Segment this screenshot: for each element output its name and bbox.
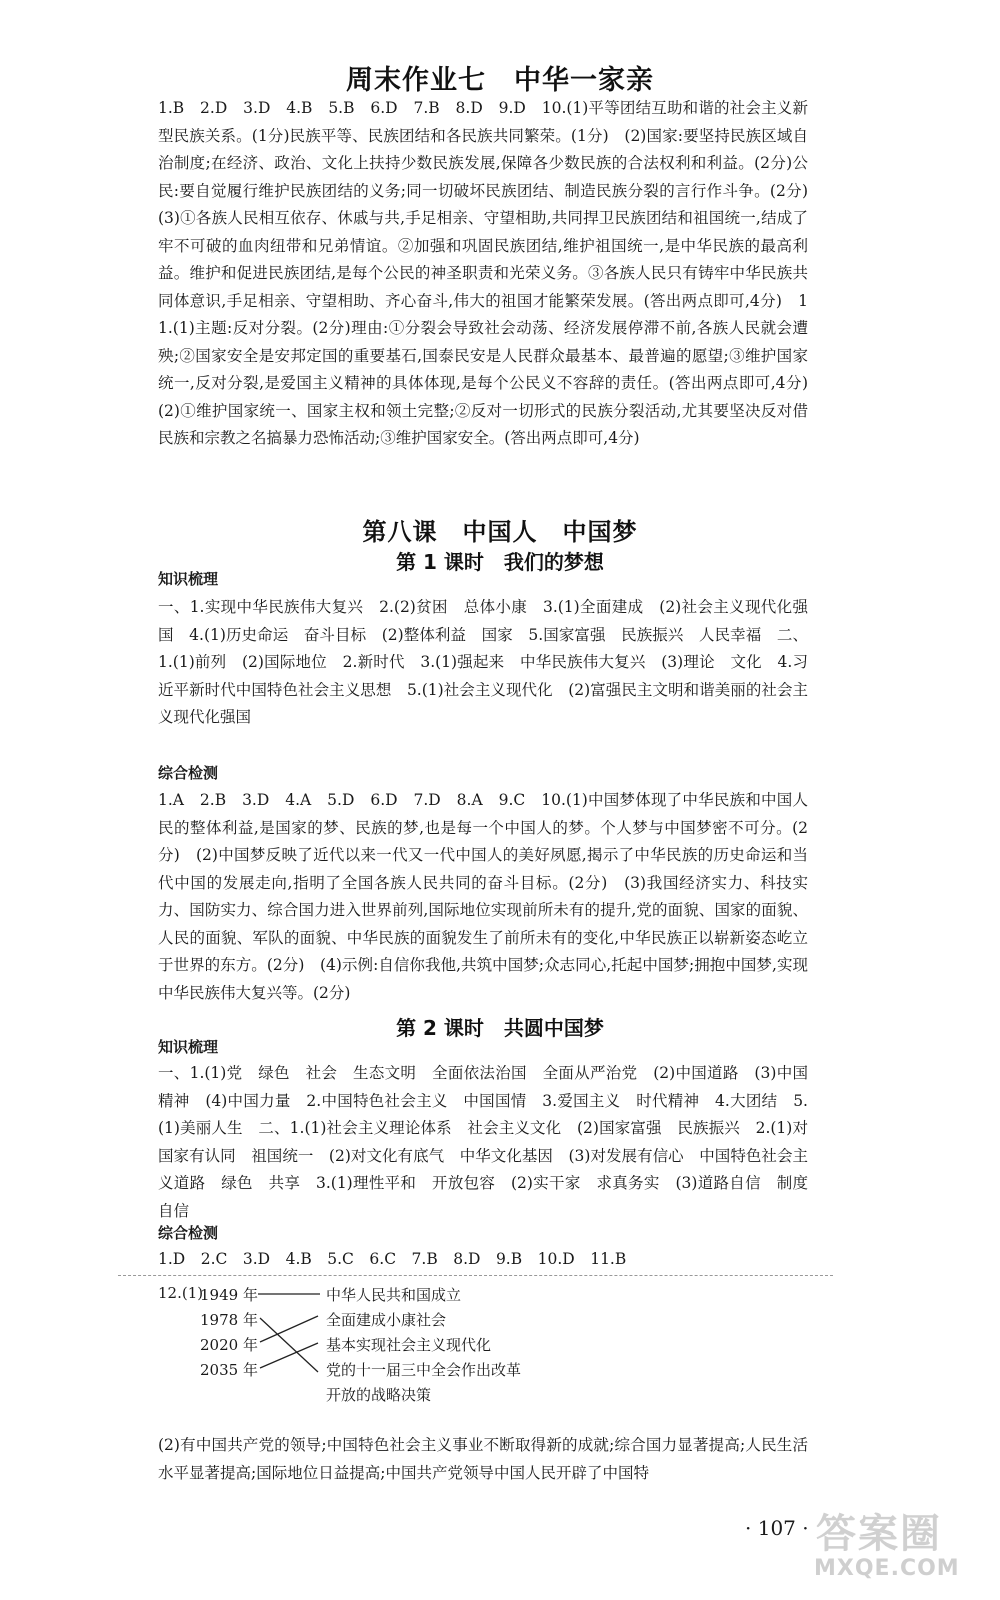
event-1: 中华人民共和国成立 (326, 1286, 462, 1304)
event-2: 全面建成小康社会 (326, 1311, 447, 1329)
year-1949: 1949 年 (200, 1286, 258, 1304)
event-4-cont: 开放的战略决策 (326, 1386, 432, 1404)
knowledge-review-heading: 知识梳理 (158, 570, 219, 588)
matching-diagram (158, 1280, 658, 1420)
comprehensive-test-1: 1.A 2.B 3.D 4.A 5.D 6.D 7.D 8.A 9.C 10.(1)中国梦体现了中华民族和中国人民的整体利益,是国家的梦、民族的梦,也是每一个中国人的梦。个人梦与中国梦密不可分。(2分) (2)中国梦反映了近代以来一代又一代中国人的美好夙愿,揭示了中华民族的历史命运和当代中国的发展走向,指明了全国各族人民共同的奋斗目标。(2分) (3)我国经济实力、科技实力、国防实力、综合国力进入世界前列,国际地位实现前所未有的提升,党的面貌、国家的面貌、人民的面貌、军队的面貌、中华民族的面貌发生了前所未有的变化,中华民族正以崭新姿态屹立于世界的东方。(2分) (4)示例:自信你我他,共筑中国梦;众志同心,托起中国梦;拥抱中国梦,实现中华民族伟大复兴等。(2分) (158, 791, 808, 1002)
match-prefix: 12.(1) (158, 1284, 204, 1302)
event-4: 党的十一届三中全会作出改革 (326, 1361, 522, 1379)
year-2020: 2020 年 (200, 1336, 258, 1354)
year-2035: 2035 年 (200, 1361, 258, 1379)
year-1978: 1978 年 (200, 1311, 258, 1329)
knowledge-review-1: 一、1.实现中华民族伟大复兴 2.(2)贫困 总体小康 3.(1)全面建成 (2)社会主义现代化强国 4.(1)历史命运 奋斗目标 (2)整体利益 国家 5.国家富强 民族振兴 人民幸福 二、1.(1)前列 (2)国际地位 2.新时代 3.(1)强起来 中华民族伟大复兴 (3)理论 文化 4.习近平新时代中国特色社会主义思想 5.(1)社会主义现代化 (2)富强民主文明和谐美丽的社会主义现代化强国 (158, 598, 808, 726)
divider-line (118, 1275, 833, 1276)
period-1-title: 第 1 课时 我们的梦想 (396, 550, 604, 574)
answer-12-part-2: (2)有中国共产党的领导;中国特色社会主义事业不断取得新的成就;综合国力显著提高;人民生活水平显著提高;国际地位日益提高;中国共产党领导中国人民开辟了中国特 (158, 1436, 808, 1482)
event-3: 基本实现社会主义现代化 (326, 1336, 492, 1354)
weekend-homework-answers: 1.B 2.D 3.D 4.B 5.B 6.D 7.B 8.D 9.D 10.(1)平等团结互助和谐的社会主义新型民族关系。(1分)民族平等、民族团结和各民族共同繁荣。(1分) (2)国家:要坚持民族区域自治制度;在经济、政治、文化上扶持少数民族发展,保障各少数民族的合法权利和利益。(2分)公民:要自觉履行维护民族团结的义务;同一切破坏民族团结、制造民族分裂的言行作斗争。(2分) (3)①各族人民相互依存、休戚与共,手足相亲、守望相助,共同捍卫民族团结和祖国统一,结成了牢不可破的血肉纽带和兄弟情谊。②加强和巩固民族团结,维护祖国统一,是中华民族的最高利益。维护和促进民族团结,是每个公民的神圣职责和光荣义务。③各族人民只有铸牢中华民族共同体意识,手足相亲、守望相助、齐心奋斗,伟大的祖国才能繁荣发展。(答出两点即可,4分) 11.(1)主题:反对分裂。(2分)理由:①分裂会导致社会动荡、经济发展停滞不前,各族人民就会遭殃;②国家安全是安邦定国的重要基石,国泰民安是人民群众最基本、最普遍的愿望;③维护国家统一,反对分裂,是爱国主义精神的具体体现,是每个公民义不容辞的责任。(答出两点即可,4分) (2)①维护国家统一、国家主权和领土完整;②反对一切形式的民族分裂活动,尤其要坚决反对借民族和宗教之名搞暴力恐怖活动;③维护国家安全。(答出两点即可,4分) (158, 99, 824, 447)
comprehensive-test-heading-2: 综合检测 (158, 1224, 219, 1242)
weekend-homework-title: 周末作业七 中华一家亲 (346, 65, 654, 96)
watermark-logo (808, 1500, 978, 1590)
lesson-title: 第八课 中国人 中国梦 (362, 518, 638, 546)
watermark-text: 答案圈 (816, 1511, 942, 1557)
knowledge-review-2: 一、1.(1)党 绿色 社会 生态文明 全面依法治国 全面从严治党 (2)中国道路 (3)中国精神 (4)中国力量 2.中国特色社会主义 中国国情 3.爱国主义 时代精神 4.大团结 5.(1)美丽人生 二、1.(1)社会主义理论体系 社会主义文化 (2)国家富强 民族振兴 2.(1)对国家有认同 祖国统一 (2)对文化有底气 中华文化基因 (3)对发展有信心 中国特色社会主义道路 绿色 共享 3.(1)理性平和 开放包容 (2)实干家 求真务实 (3)道路自信 制度自信 (158, 1064, 808, 1220)
knowledge-review-heading-2: 知识梳理 (158, 1038, 219, 1056)
comprehensive-test-2: 1.D 2.C 3.D 4.B 5.C 6.C 7.B 8.D 9.B 10.D 11.B (158, 1250, 627, 1268)
comprehensive-test-heading: 综合检测 (158, 764, 219, 782)
period-2-title: 第 2 课时 共圆中国梦 (396, 1016, 604, 1040)
page-number: · 107 · (745, 1516, 809, 1540)
watermark-url: MXQE.COM (814, 1556, 960, 1581)
